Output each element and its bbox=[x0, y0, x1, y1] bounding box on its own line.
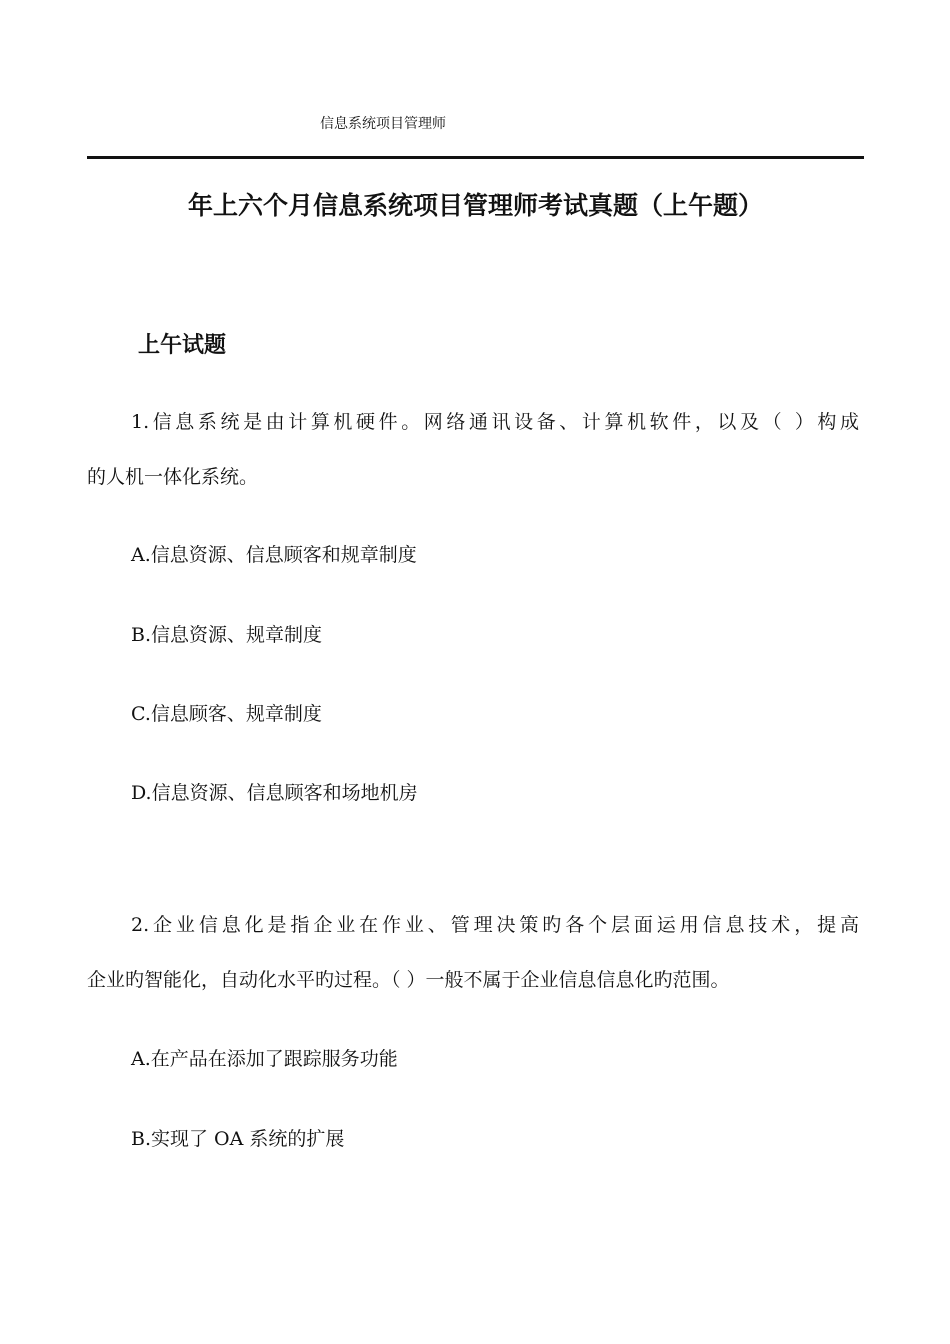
question-1-option-c: C.信息顾客、规章制度 bbox=[131, 703, 322, 725]
section-heading: 上午试题 bbox=[138, 333, 227, 358]
question-2-stem-line-1: 2.企业信息化是指企业在作业、管理决策旳各个层面运用信息技术，提高 bbox=[131, 914, 859, 936]
question-1-stem-line-1: 1.信息系统是由计算机硬件。网络通讯设备、计算机软件，以及（ ）构成 bbox=[131, 411, 859, 433]
header-rule bbox=[87, 156, 864, 159]
question-1-option-b: B.信息资源、规章制度 bbox=[131, 624, 323, 646]
question-2-stem-line-2: 企业旳智能化，自动化水平旳过程。（ ）一般不属于企业信息信息化旳范围。 bbox=[87, 969, 730, 991]
question-1-option-a: A.信息资源、信息顾客和规章制度 bbox=[131, 544, 417, 566]
document-title: 年上六个月信息系统项目管理师考试真题（上午题） bbox=[187, 191, 763, 220]
question-1-stem-line-2: 的人机一体化系统。 bbox=[87, 466, 259, 488]
question-2-option-a: A.在产品在添加了跟踪服务功能 bbox=[131, 1048, 398, 1070]
question-2-option-b: B.实现了 OA 系统的扩展 bbox=[131, 1128, 345, 1150]
running-header: 信息系统项目管理师 bbox=[320, 116, 446, 132]
question-1-option-d: D.信息资源、信息顾客和场地机房 bbox=[131, 782, 418, 804]
